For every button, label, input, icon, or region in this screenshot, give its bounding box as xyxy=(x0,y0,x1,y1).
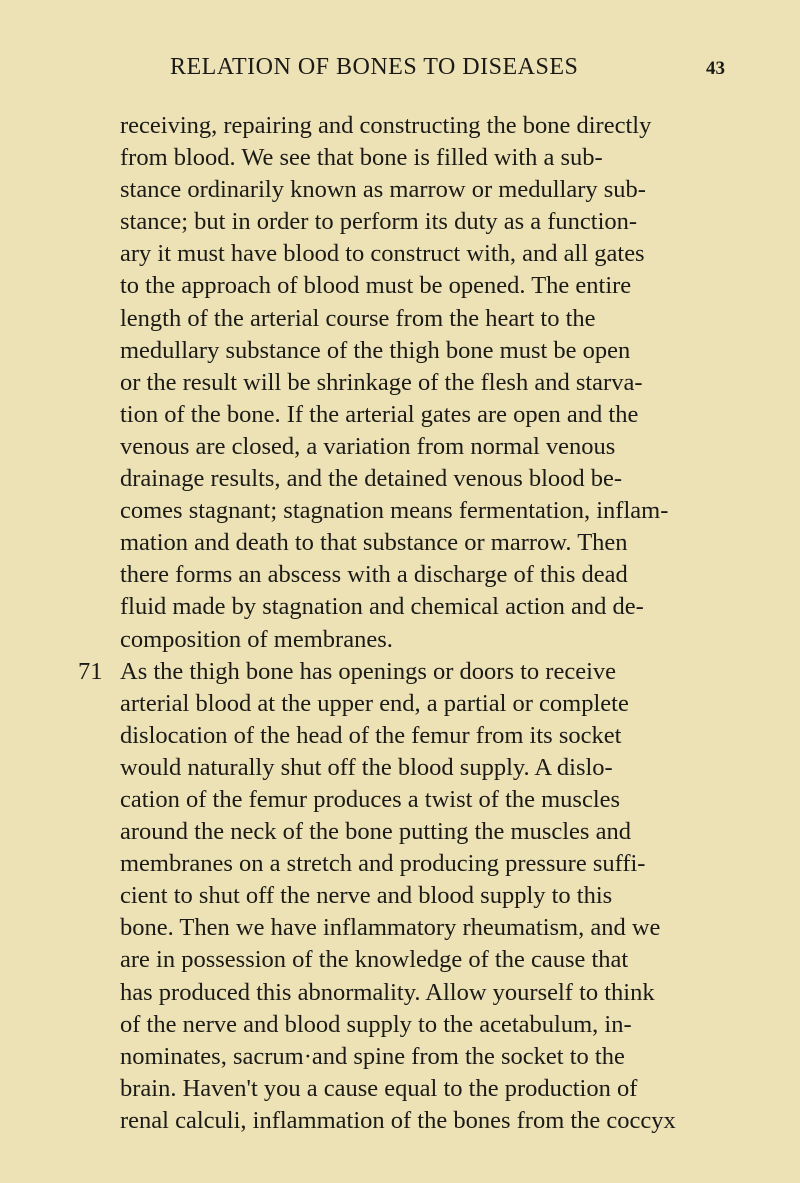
body-text xyxy=(120,110,760,1137)
text-line: would naturally shut off the blood supply. A dislo- xyxy=(120,753,613,781)
text-line: fluid made by stagnation and chemical action and de- xyxy=(120,593,644,621)
text-line: dislocation of the head of the femur from its socket xyxy=(120,721,622,749)
text-line: there forms an abscess with a discharge of this dead xyxy=(120,561,628,589)
text-line: from blood. We see that bone is filled with a sub- xyxy=(120,144,603,172)
text-line: membranes on a stretch and producing pressure suffi- xyxy=(120,850,646,878)
text-line: stance ordinarily known as marrow or medullary sub- xyxy=(120,176,646,204)
text-line: nominates, sacrum·and spine from the socket to the xyxy=(120,1042,625,1070)
text-line: length of the arterial course from the heart to the xyxy=(120,304,596,332)
text-line: of the nerve and blood supply to the acetabulum, in- xyxy=(120,1010,632,1038)
text-line: ary it must have blood to construct with, and all gates xyxy=(120,240,645,268)
text-line: arterial blood at the upper end, a partial or complete xyxy=(120,689,629,717)
text-line: or the result will be shrinkage of the flesh and starva- xyxy=(120,368,643,396)
text-line: As the thigh bone has openings or doors to receive xyxy=(120,657,617,685)
text-line: are in possession of the knowledge of the cause that xyxy=(120,946,629,974)
text-line: composition of membranes. xyxy=(120,625,393,653)
text-line: to the approach of blood must be opened. The entire xyxy=(120,272,632,300)
text-line: mation and death to that substance or marrow. Then xyxy=(120,529,628,557)
text-line: medullary substance of the thigh bone must be open xyxy=(120,336,631,364)
text-line: has produced this abnormality. Allow yourself to think xyxy=(120,978,655,1006)
text-line: brain. Haven't you a cause equal to the production of xyxy=(120,1074,638,1102)
text-line: comes stagnant; stagnation means fermentation, inflam- xyxy=(120,497,669,525)
text-line: venous are closed, a variation from normal venous xyxy=(120,432,616,460)
text-line: cient to shut off the nerve and blood supply to this xyxy=(120,882,613,910)
running-head: RELATION OF BONES TO DISEASES xyxy=(170,54,579,80)
paragraph-number: 71 xyxy=(78,657,103,685)
page-number: 43 xyxy=(706,58,725,79)
text-line: stance; but in order to perform its duty as a function- xyxy=(120,208,638,236)
text-line: renal calculi, inflammation of the bones from the coccyx xyxy=(120,1106,676,1134)
text-line: tion of the bone. If the arterial gates are open and the xyxy=(120,400,639,428)
text-line: bone. Then we have inflammatory rheumatism, and we xyxy=(120,914,661,942)
text-line: receiving, repairing and constructing the bone directly xyxy=(120,112,652,139)
text-line: cation of the femur produces a twist of the muscles xyxy=(120,785,621,813)
text-line: around the neck of the bone putting the muscles and xyxy=(120,818,631,846)
text-line: drainage results, and the detained venous blood be- xyxy=(120,465,623,493)
